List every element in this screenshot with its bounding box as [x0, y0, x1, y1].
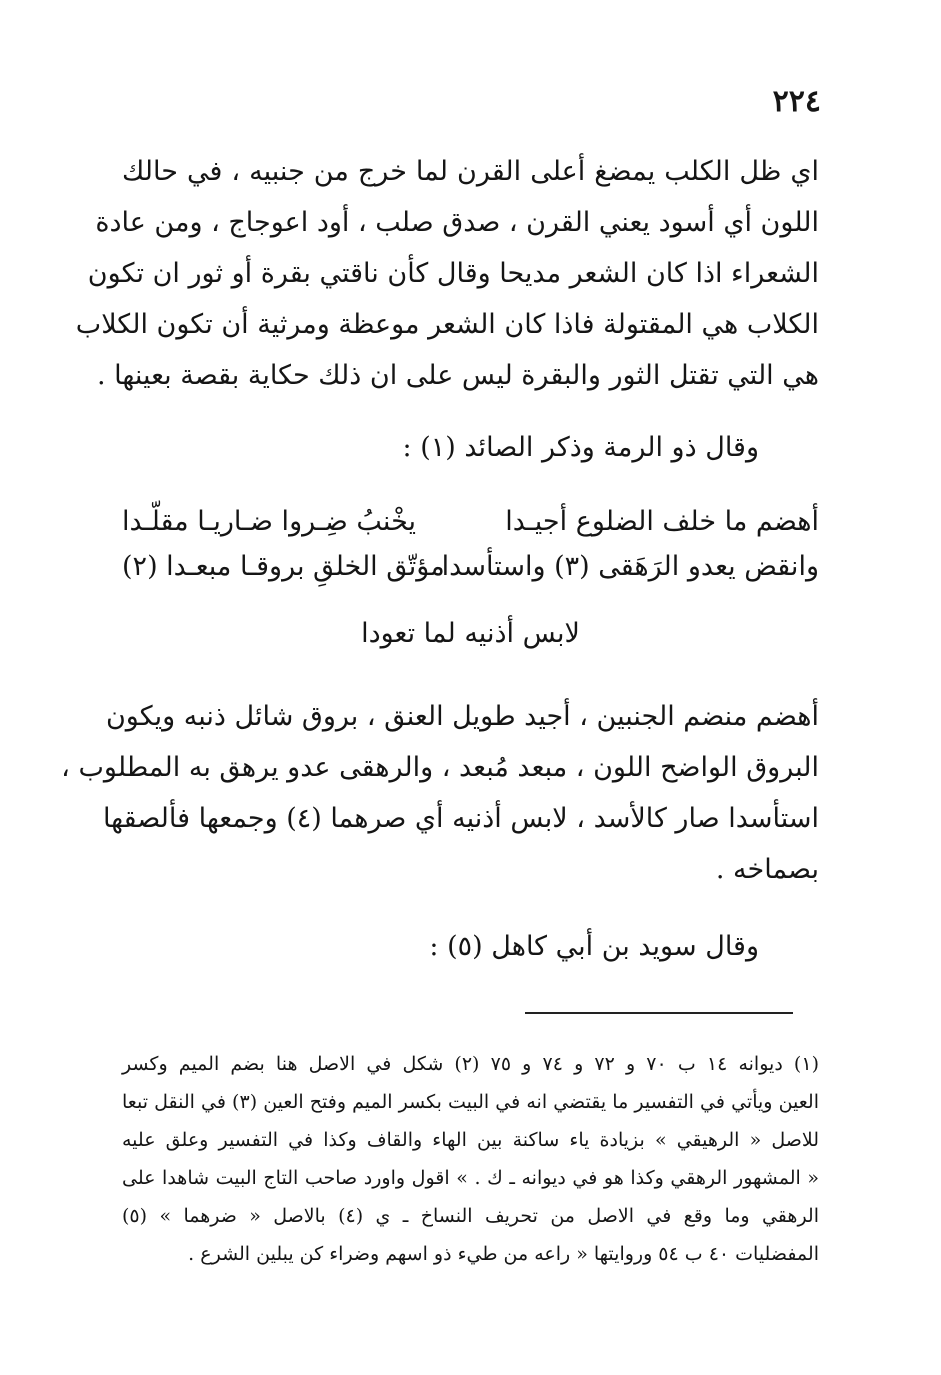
- verse-introduction: وقال ذو الرمة وذكر الصائد (١) :: [402, 432, 759, 463]
- footnote-line: المفضليات ٤٠ ب ٥٤ وروايتها « راعه من طيء ذو اسهم وضراء كن يبلين الشرع .: [188, 1243, 819, 1265]
- hemistich: وانقض يعدو الرَهَقى (٣) واستأسدا: [441, 551, 819, 582]
- text-line: بصماخه .: [715, 854, 819, 885]
- footnote-line: « المشهور الرهقي وكذا هو في ديوانه ـ ك . » اقول واورد صاحب التاج البيت شاهدا على: [122, 1167, 819, 1189]
- page-number: ٢٢٤: [772, 84, 821, 119]
- footnote-line: (١) ديوانه ١٤ ب ٧٠ و ٧٢ و ٧٤ و ٧٥ (٢) شكل في الاصل هنا بضم الميم وكسر: [122, 1053, 819, 1075]
- text-line: البروق الواضح اللون ، مبعد مُبعد ، والرهقى عدو يرهق به المطلوب ،: [61, 752, 819, 783]
- text-line: الشعراء اذا كان الشعر مديحا وقال كأن ناقتي بقرة أو ثور ان تكون: [87, 258, 819, 289]
- hemistich: يخْنبُ ضِـروا ضـاريـا مقلّـدا: [122, 506, 417, 537]
- verse-line: [122, 502, 819, 542]
- hemistich: أهضم ما خلف الضلوع أجيـدا: [505, 506, 819, 537]
- footnote-line: العين ويأتي في التفسير ما يقتضي انه في البيت بكسر الميم وفتح العين (٣) في النقل تبعا: [122, 1091, 820, 1113]
- verse-line: [122, 547, 819, 587]
- text-line: استأسدا صار كالأسد ، لابس أذنيه أي صرهما (٤) وجمعها فألصقها: [102, 803, 819, 834]
- text-line: أهضم منضم الجنبين ، أجيد طويل العنق ، بروق شائل ذنبه ويكون: [105, 701, 819, 732]
- hemistich: مؤتّق الخلقِ بروقـا مبعـدا (٢): [122, 551, 445, 582]
- verse-introduction: وقال سويد بن أبي كاهل (٥) :: [429, 931, 759, 962]
- text-line: الكلاب هي المقتولة فاذا كان الشعر موعظة ومرثية أن تكون الكلاب: [75, 309, 819, 340]
- verse-line-centered: لابس أذنيه لما تعودا: [361, 618, 580, 649]
- text-line: اللون أي أسود يعني القرن ، صدق صلب ، أود اعوجاج ، ومن عادة: [95, 207, 819, 238]
- footnote-line: الرهقي وما وقع في الاصل من تحريف النساخ ـ ي (٤) بالاصل « ضرهما » (٥): [122, 1205, 819, 1227]
- text-line: هي التي تقتل الثور والبقرة ليس على ان ذلك حكاية بقصة بعينها .: [96, 360, 819, 391]
- text-line: اي ظل الكلب يمضغ أعلى القرن لما خرج من جنبيه ، في حالك: [122, 156, 819, 187]
- footnote-separator: [525, 1012, 793, 1014]
- footnote-line: للاصل « الرهيقي » بزيادة ياء ساكنة بين الهاء والقاف وكذا في التفسير وعلق عليه: [122, 1129, 819, 1151]
